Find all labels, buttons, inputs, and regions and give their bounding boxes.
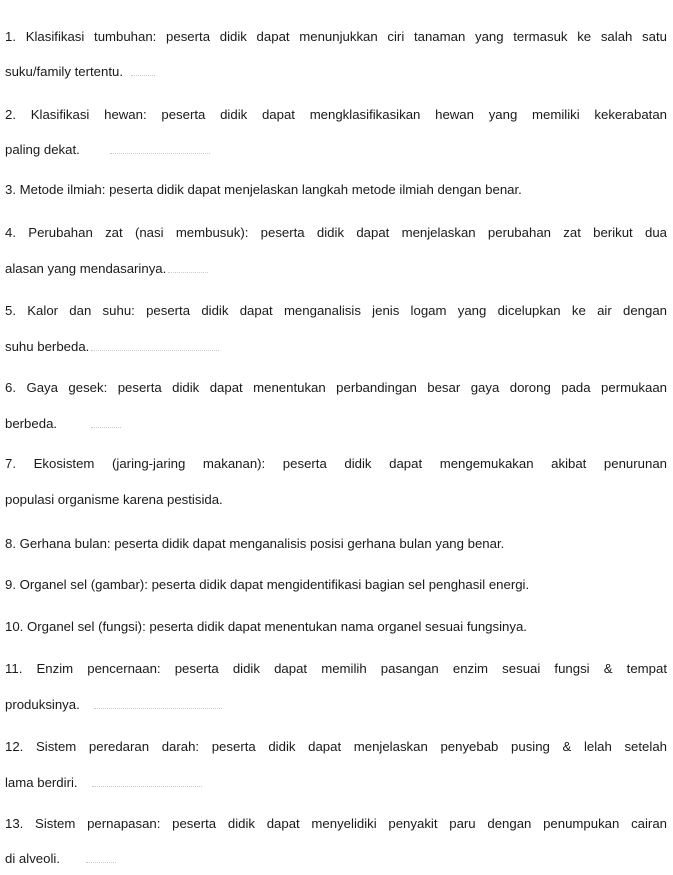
list-item-line-2: lama berdiri.	[5, 775, 78, 790]
list-item-line-2: paling dekat.	[5, 142, 80, 157]
list-item-line-1: 6. Gaya gesek: peserta didik dapat menentukan perbandingan besar gaya dorong pada permukaan	[5, 380, 667, 395]
list-item-line-1: 7. Ekosistem (jaring-jaring makanan): peserta didik dapat mengemukakan akibat penurunan	[5, 456, 667, 471]
list-item-line-1: 4. Perubahan zat (nasi membusuk): peserta didik dapat menjelaskan perubahan zat berikut dua	[5, 225, 667, 240]
list-item-line-1: 9. Organel sel (gambar): peserta didik dapat mengidentifikasi bagian sel penghasil energi.	[5, 577, 530, 592]
list-item-line-1: 13. Sistem pernapasan: peserta didik dapat menyelidiki penyakit paru dengan penumpukan cairan	[5, 816, 667, 831]
list-item-line-1: 3. Metode ilmiah: peserta didik dapat menjelaskan langkah metode ilmiah dengan benar.	[5, 182, 522, 197]
list-item-line-1: 1. Klasifikasi tumbuhan: peserta didik dapat menunjukkan ciri tanaman yang termasuk ke salah satu	[5, 29, 667, 44]
dotted-fill	[86, 859, 116, 863]
dotted-fill	[94, 705, 222, 709]
dotted-fill	[91, 347, 219, 351]
list-item-line-2: suhu berbeda.	[5, 339, 90, 354]
list-item-line-2: di alveoli.	[5, 851, 60, 866]
list-item-line-2: populasi organisme karena pestisida.	[5, 492, 223, 507]
dotted-fill	[168, 269, 208, 273]
list-item-line-1: 10. Organel sel (fungsi): peserta didik dapat menentukan nama organel sesuai fungsinya.	[5, 619, 527, 634]
dotted-fill	[110, 150, 210, 154]
list-item-line-1: 8. Gerhana bulan: peserta didik dapat menganalisis posisi gerhana bulan yang benar.	[5, 536, 505, 551]
list-item-line-1: 12. Sistem peredaran darah: peserta didik dapat menjelaskan penyebab pusing & lelah setelah	[5, 739, 667, 754]
list-item-line-2: alasan yang mendasarinya.	[5, 261, 167, 276]
list-item-line-1: 5. Kalor dan suhu: peserta didik dapat menganalisis jenis logam yang dicelupkan ke air dengan	[5, 303, 667, 318]
dotted-fill	[92, 783, 202, 787]
dotted-fill	[91, 424, 121, 428]
list-item-line-2: berbeda.	[5, 416, 58, 431]
dotted-fill	[131, 72, 155, 76]
list-item-line-1: 2. Klasifikasi hewan: peserta didik dapat mengklasifikasikan hewan yang memiliki kekerabatan	[5, 107, 667, 122]
list-item-line-1: 11. Enzim pencernaan: peserta didik dapat memilih pasangan enzim sesuai fungsi & tempat	[5, 661, 667, 676]
list-item-line-2: produksinya.	[5, 697, 80, 712]
list-item-line-2: suku/family tertentu.	[5, 64, 124, 79]
